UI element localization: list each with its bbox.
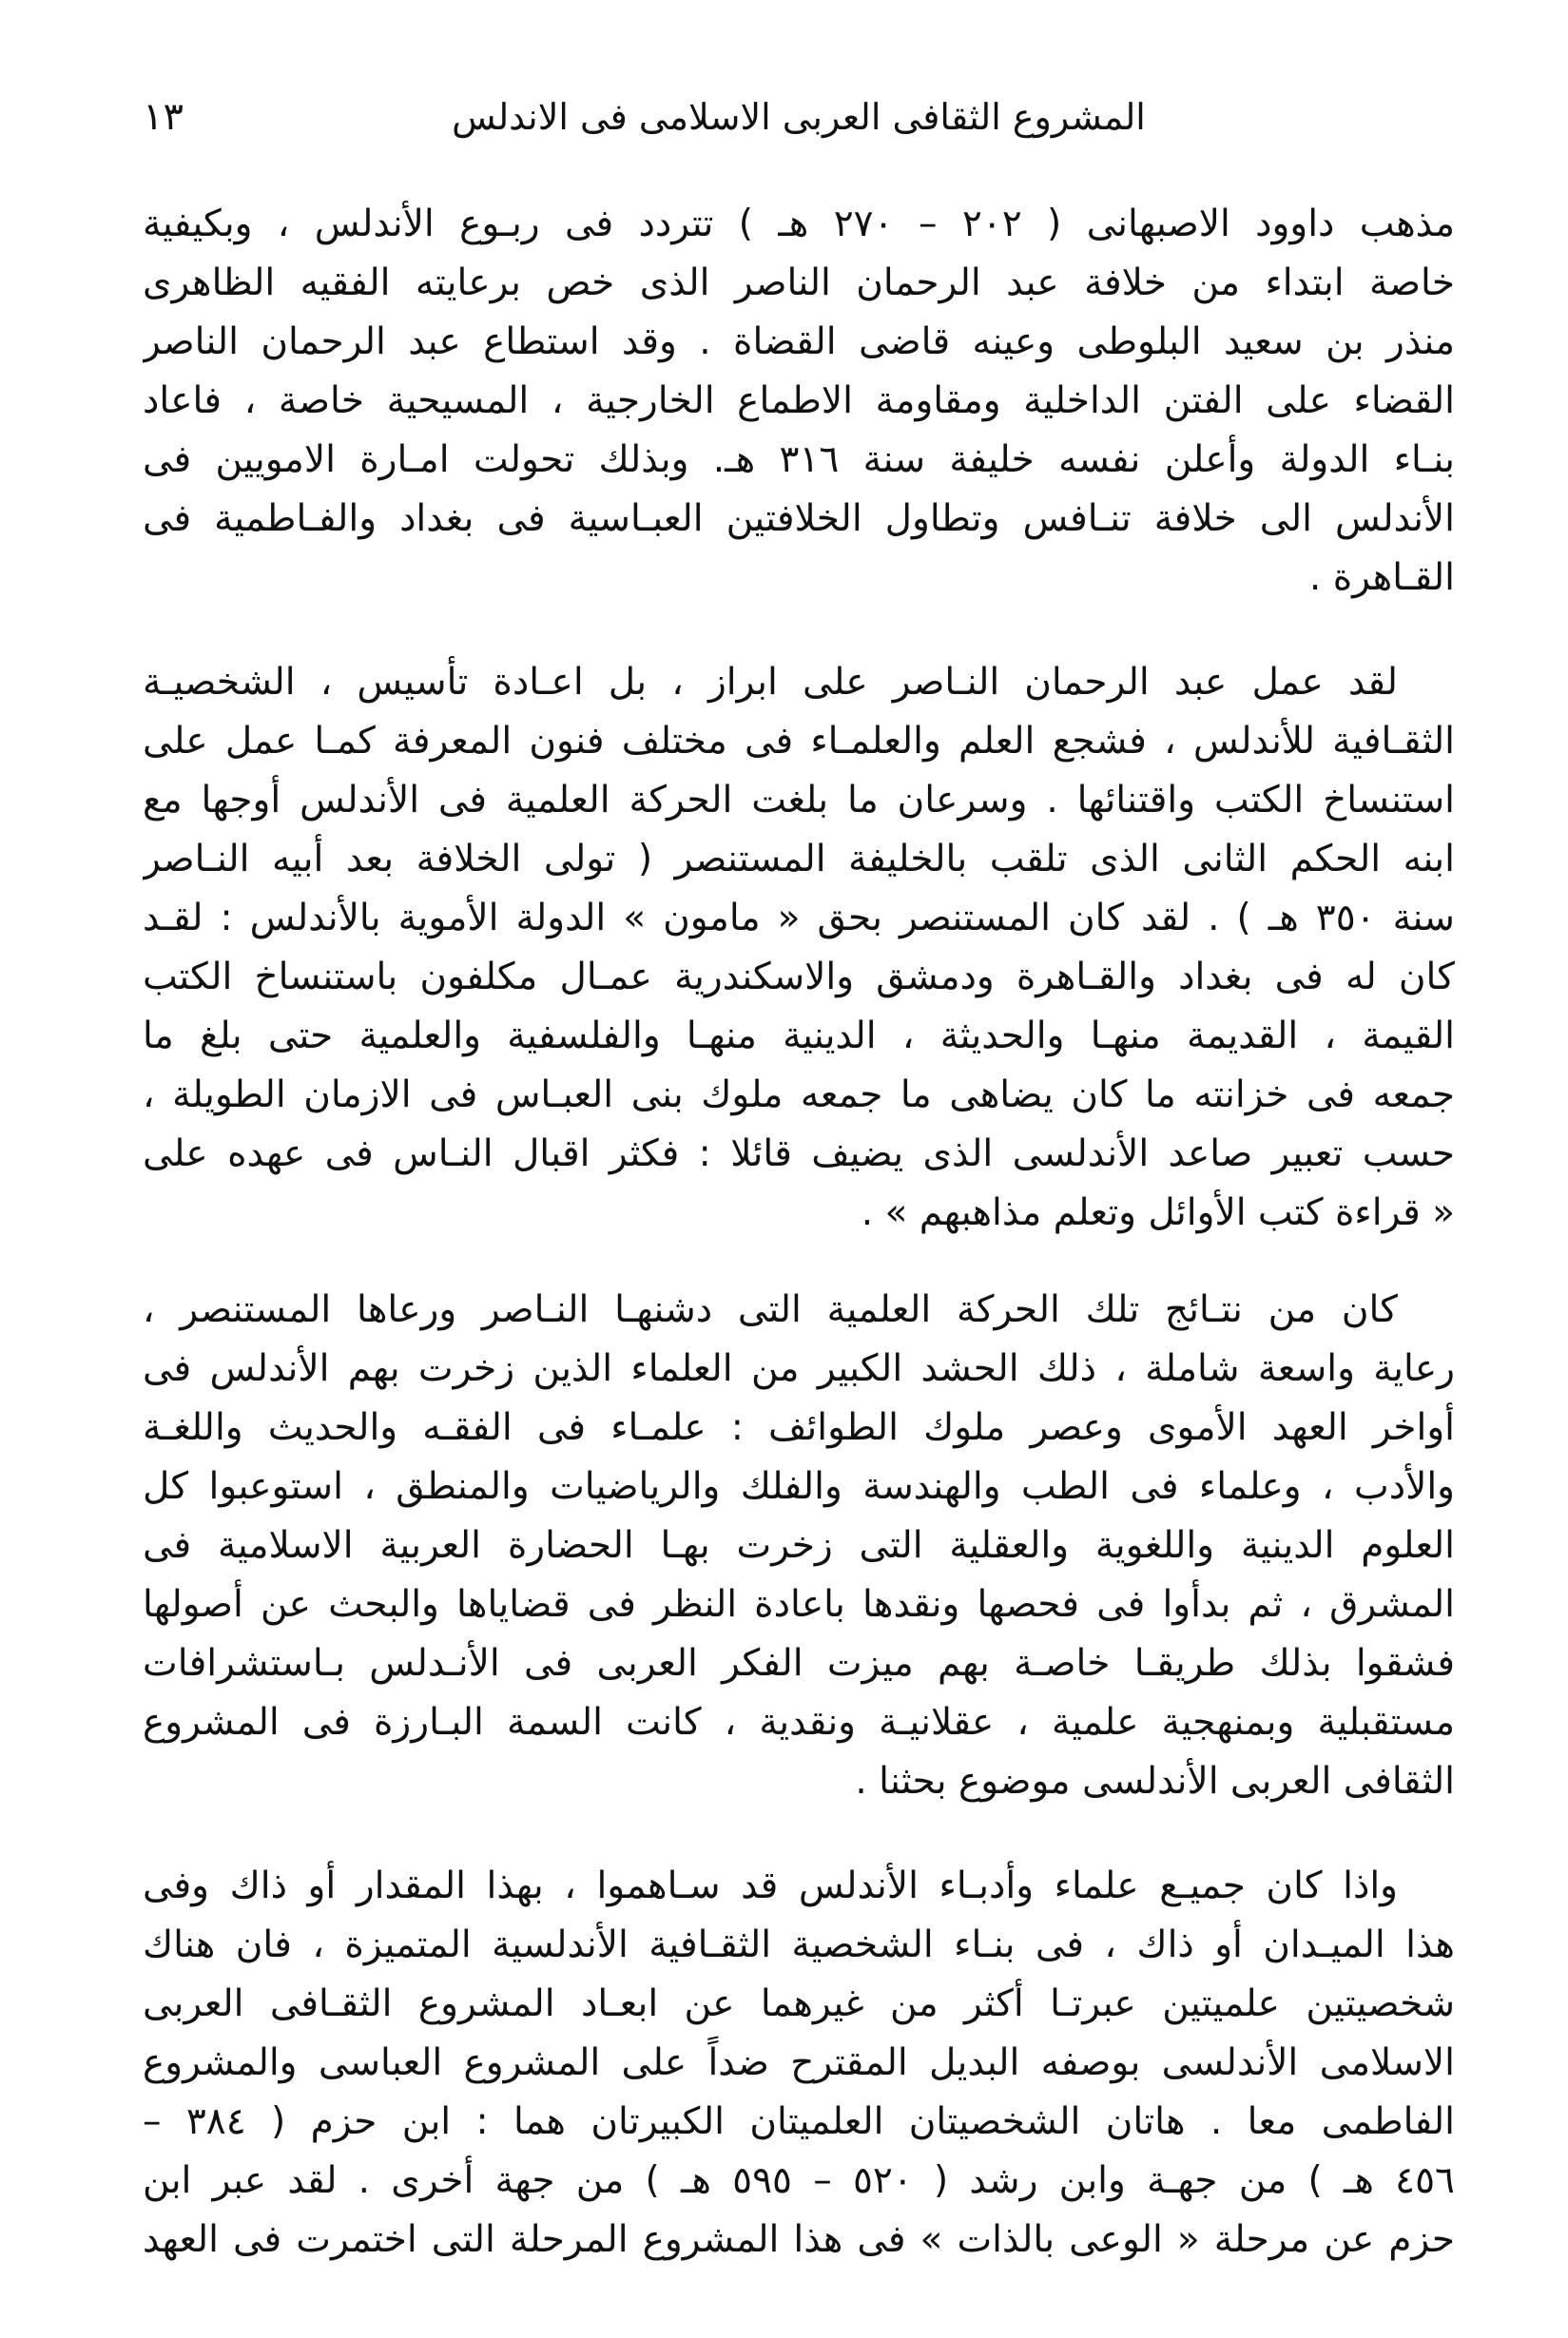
text-line: الاسلامى الأندلسى بوصفه البديل المقترح ضداً على المشروع العباسى والمشروع [143,2041,1455,2084]
text-line: المشرق ، ثم بدأوا فى فحصها ونقدها باعادة النظر فى قضاياها والبحث عن أصولها [143,1583,1455,1626]
paragraph-1 [143,195,1455,608]
text-line: فشقوا بذلك طريقـا خاصـة بهم ميزت الفكر العربى فى الأنـدلس بـاستشرافات [143,1642,1455,1685]
text-line: استنساخ الكتب واقتنائها . وسرعان ما بلغت الحركة العلمية فى الأندلس أوجها مع [143,779,1455,821]
text-line: خاصة ابتداء من خلافة عبد الرحمان الناصر الذى خص برعايته الفقيه الظاهرى [143,261,1455,304]
text-line: لقد عمل عبد الرحمان النـاصر على ابراز ، بل اعـادة تأسيس ، الشخصيـة [143,661,1398,704]
text-line: كان له فى بغداد والقـاهرة ودمشق والاسكندرية عمـال مكلفون باستنساخ الكتب [143,956,1455,998]
text-line: والأدب ، وعلماء فى الطب والهندسة والفلك والرياضيات والمنطق ، استوعبوا كل [143,1465,1455,1508]
paragraph-4 [143,1857,1455,2270]
text-line: « قراءة كتب الأوائل وتعلم مذاهبهم » . [861,1191,1455,1234]
text-line: كان من نتـائج تلك الحركة العلمية التى دشنهـا النـاصر ورعاها المستنصر ، [143,1288,1398,1331]
text-line: جمعه فى خزانته ما كان يضاهى ما جمعه ملوك بنى العبـاس فى الازمان الطويلة ، [143,1073,1455,1116]
text-line: هذا الميـدان أو ذاك ، فى بنـاء الشخصية الثقـافية الأندلسية المتميزة ، فان هناك [143,1923,1455,1966]
text-line: الثقافى العربى الأندلسى موضوع بحثنا . [855,1760,1455,1803]
text-line: ٤٥٦ هـ ) من جهـة وابن رشد ( ٥٢٠ – ٥٩٥ هـ ) من جهة أخرى . لقد عبر ابن [143,2159,1455,2202]
text-line: حسب تعبير صاعد الأندلسى الذى يضيف قائلا : فكثر اقبال النـاس فى عهده على [143,1132,1455,1175]
text-line: سنة ٣٥٠ هـ ) . لقد كان المستنصر بحق « مامون » الدولة الأموية بالأندلس : لقـد [143,897,1455,939]
text-line: رعاية واسعة شاملة ، ذلك الحشد الكبير من العلماء الذين زخرت بهم الأندلس فى [143,1347,1455,1390]
paragraph-3 [143,1281,1455,1811]
text-line: الفاطمى معا . هاتان الشخصيتان العلميتان الكبيرتان هما : ابن حزم ( ٣٨٤ – [143,2100,1455,2143]
chapter-title: المشروع الثقافى العربى الاسلامى فى الاندلس [452,96,1146,138]
text-line: أواخر العهد الأموى وعصر ملوك الطوائف : علمـاء فى الفقـه والحديث واللغـة [143,1406,1455,1449]
paragraph-2 [143,653,1455,1243]
text-line: مستقبلية وبمنهجية علمية ، عقلانيـة ونقدية ، كانت السمة البـارزة فى المشروع [143,1701,1455,1744]
text-line: العلوم الدينية واللغوية والعقلية التى زخرت بهـا الحضارة العربية الاسلامية فى [143,1524,1455,1567]
text-line: مذهب داوود الاصبهانى ( ٢٠٢ – ٢٧٠ هـ ) تتردد فى ربـوع الأندلس ، وبكيفية [143,203,1455,245]
page-number: ١٣ [143,95,184,139]
body-text [143,195,1455,2270]
text-line: الأندلس الى خلافة تنـافس وتطاول الخلافتين العبـاسية فى بغداد والفـاطمية فى [143,497,1455,540]
text-line: ابنه الحكم الثانى الذى تلقب بالخليفة المستنصر ( تولى الخلافة بعد أبيه النـاصر [143,838,1455,880]
text-line: حزم عن مرحلة « الوعى بالذات » فى هذا المشروع المرحلة التى اختمرت فى العهد [143,2218,1455,2261]
running-header [143,84,1455,150]
text-line: منذر بن سعيد البلوطى وعينه قاضى القضاة . وقد استطاع عبد الرحمان الناصر [143,320,1455,363]
text-line: بنـاء الدولة وأعلن نفسه خليفة سنة ٣١٦ هـ. وبذلك تحولت امـارة الامويين فى [143,438,1455,481]
text-line: واذا كان جميـع علماء وأدبـاء الأندلس قد سـاهموا ، بهذا المقدار أو ذاك وفى [143,1865,1398,1907]
text-line: القضاء على الفتن الداخلية ومقاومة الاطماع الخارجية ، المسيحية خاصة ، فاعاد [143,379,1455,422]
text-line: شخصيتين علميتين عبرتـا أكثر من غيرهما عن ابعـاد المشروع الثقـافى العربى [143,1982,1455,2025]
text-line: القـاهرة . [1308,556,1455,599]
text-line: القيمة ، القديمة منهـا والحديثة ، الدينية منهـا والفلسفية والعلمية حتى بلغ ما [143,1014,1455,1057]
text-line: الثقـافية للأندلس ، فشجع العلم والعلمـاء فى مختلف فنون المعرفة كمـا عمل على [143,720,1455,763]
